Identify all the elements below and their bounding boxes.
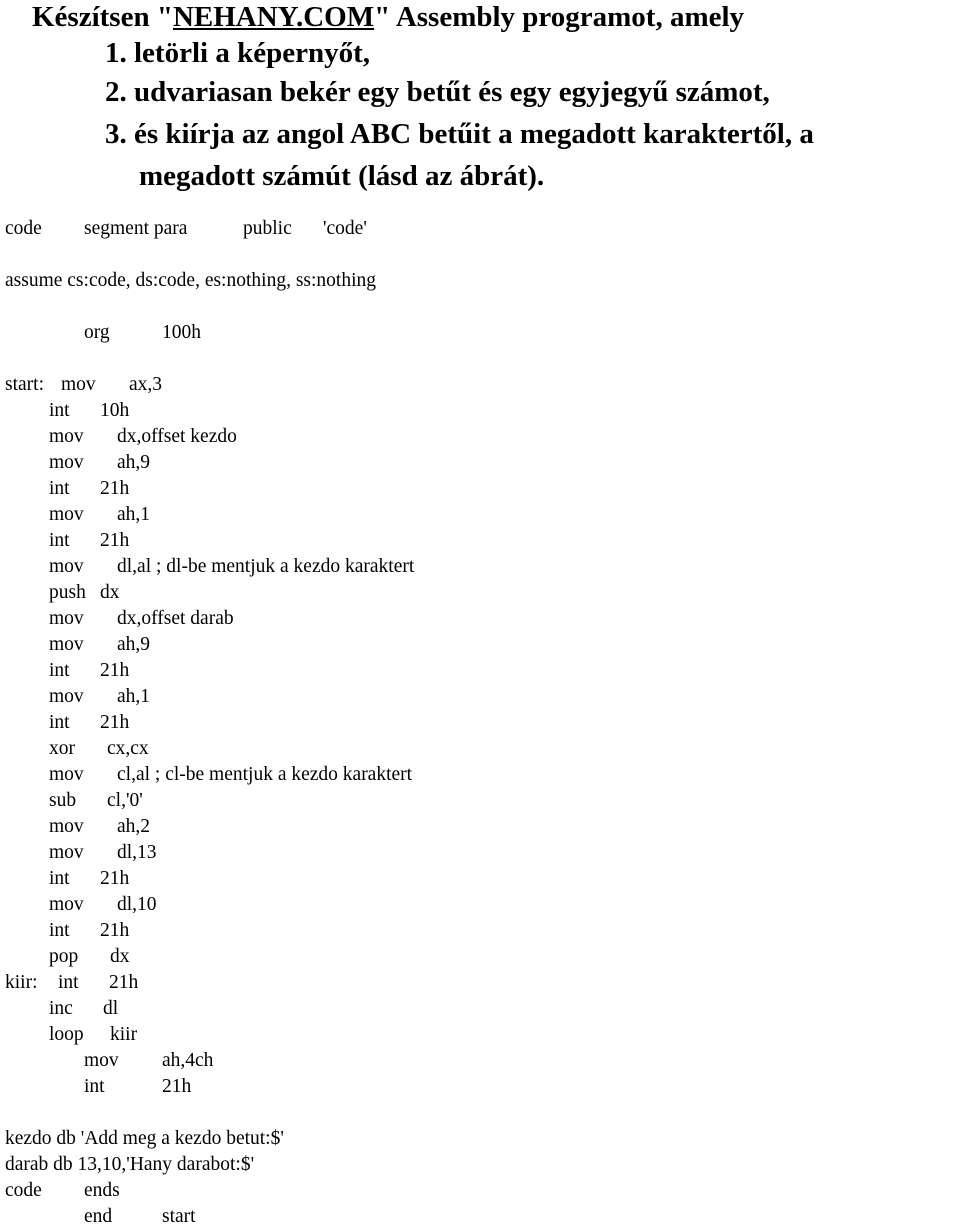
- code-token: int: [49, 400, 70, 421]
- code-token: 10h: [100, 400, 130, 421]
- code-token: int: [49, 478, 70, 499]
- code-token: int: [49, 660, 70, 681]
- code-token: cl,al ; cl-be mentjuk a kezdo karaktert: [117, 764, 413, 785]
- code-token: kiir: [110, 1024, 138, 1045]
- code-token: int: [49, 920, 70, 941]
- code-token: dx,offset kezdo: [117, 426, 237, 447]
- code-token: int: [49, 530, 70, 551]
- code-token: public: [243, 218, 292, 239]
- code-token: dx: [100, 582, 120, 603]
- code-token: kezdo db 'Add meg a kezdo betut:$': [5, 1128, 284, 1149]
- code-token: mov: [49, 634, 84, 655]
- code-token: mov: [49, 686, 84, 707]
- code-token: 21h: [100, 868, 130, 889]
- code-token: 100h: [162, 322, 201, 343]
- code-token: kiir:: [5, 972, 38, 993]
- code-token: assume cs:code, ds:code, es:nothing, ss:nothing: [5, 270, 376, 291]
- code-token: dx: [110, 946, 130, 967]
- code-token: mov: [84, 1050, 119, 1071]
- code-token: 'code': [323, 218, 367, 239]
- code-token: mov: [49, 556, 84, 577]
- code-token: 21h: [100, 712, 130, 733]
- code-token: 21h: [109, 972, 139, 993]
- code-token: xor: [49, 738, 75, 759]
- code-token: ah,1: [117, 686, 151, 707]
- code-token: ah,2: [117, 816, 151, 837]
- heading-prefix: Készítsen ": [32, 1, 173, 33]
- code-token: code: [5, 1180, 42, 1201]
- code-token: ax,3: [129, 374, 163, 395]
- heading-suffix: " Assembly programot, amely: [374, 1, 745, 33]
- code-token: mov: [49, 816, 84, 837]
- code-token: dl,13: [117, 842, 157, 863]
- code-token: mov: [49, 894, 84, 915]
- code-token: mov: [61, 374, 96, 395]
- code-token: mov: [49, 842, 84, 863]
- code-token: dl,al ; dl-be mentjuk a kezdo karaktert: [117, 556, 415, 577]
- code-token: dl: [103, 998, 119, 1019]
- task-item-3-continuation: megadott számút (lásd az ábrát).: [139, 160, 545, 192]
- code-token: end: [84, 1206, 113, 1227]
- code-token: start:: [5, 374, 44, 395]
- code-token: dx,offset darab: [117, 608, 234, 629]
- code-token: mov: [49, 608, 84, 629]
- code-token: ah,9: [117, 452, 151, 473]
- code-token: ah,9: [117, 634, 151, 655]
- code-token: 21h: [100, 660, 130, 681]
- code-token: code: [5, 218, 42, 239]
- code-token: mov: [49, 764, 84, 785]
- code-token: ah,1: [117, 504, 151, 525]
- task-item-1: 1. letörli a képernyőt,: [105, 37, 370, 69]
- code-token: mov: [49, 452, 84, 473]
- code-token: org: [84, 322, 110, 343]
- code-token: 21h: [100, 530, 130, 551]
- code-token: ends: [84, 1180, 120, 1201]
- code-token: 21h: [100, 920, 130, 941]
- task-item-3: 3. és kiírja az angol ABC betűit a megadott karaktertől, a: [105, 118, 814, 150]
- task-heading: [32, 0, 744, 36]
- code-token: push: [49, 582, 86, 603]
- code-token: segment para: [84, 218, 188, 239]
- code-token: sub: [49, 790, 77, 811]
- code-token: cx,cx: [107, 738, 149, 759]
- code-token: cl,'0': [107, 790, 143, 811]
- code-token: int: [84, 1076, 105, 1097]
- code-token: mov: [49, 426, 84, 447]
- code-token: pop: [49, 946, 79, 967]
- code-token: mov: [49, 504, 84, 525]
- code-token: int: [58, 972, 79, 993]
- code-token: ah,4ch: [162, 1050, 214, 1071]
- code-token: inc: [49, 998, 73, 1019]
- code-token: loop: [49, 1024, 84, 1045]
- code-token: int: [49, 712, 70, 733]
- code-token: 21h: [162, 1076, 192, 1097]
- code-token: int: [49, 868, 70, 889]
- code-token: darab db 13,10,'Hany darabot:$': [5, 1154, 255, 1175]
- code-token: start: [162, 1206, 196, 1227]
- code-token: dl,10: [117, 894, 157, 915]
- code-token: 21h: [100, 478, 130, 499]
- heading-filename: NEHANY.COM: [172, 1, 375, 33]
- task-item-2: 2. udvariasan bekér egy betűt és egy egyjegyű számot,: [105, 76, 770, 108]
